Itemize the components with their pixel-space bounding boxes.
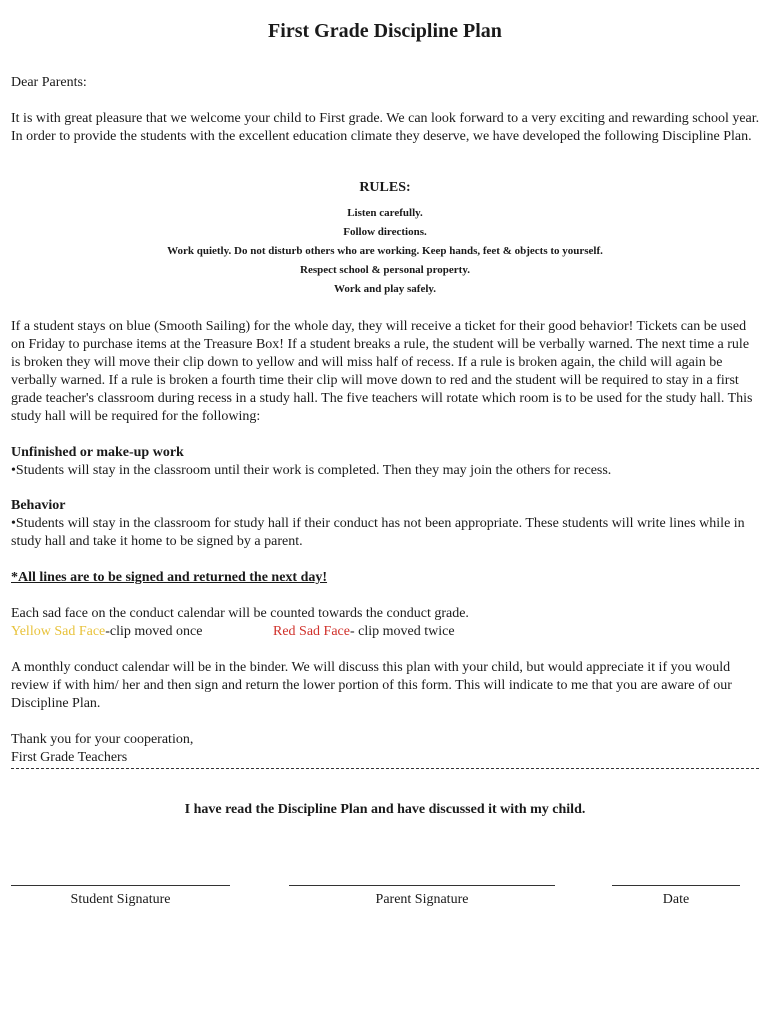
parent-signature-label: Parent Signature xyxy=(375,892,469,907)
salutation: Dear Parents: xyxy=(11,75,87,90)
closing-line: Thank you for your cooperation, xyxy=(11,732,194,747)
sad-face-legend xyxy=(11,623,761,641)
red-sad-face-text: - clip moved twice xyxy=(349,624,455,639)
yellow-sad-face-label: Yellow Sad Face xyxy=(11,624,106,639)
section-text-unfinished-work: •Students will stay in the classroom until their work is completed. Then they may join the others for recess. xyxy=(11,463,612,478)
signoff-line: First Grade Teachers xyxy=(11,750,128,765)
section-text-behavior: •Students will stay in the classroom for study hall if their conduct has not been appropriate. These students will write lines while in study hall and take it home to be signed by a parent. xyxy=(11,516,745,549)
student-signature-line[interactable] xyxy=(11,885,230,886)
monthly-calendar-paragraph: A monthly conduct calendar will be in the binder. We will discuss this plan with your child, but would appreciate it if you would review if with him/ her and then sign and return the lower portion of this form. This will indicate to me that you are aware of our Discipline Plan. xyxy=(11,660,732,711)
red-sad-face-label: Red Sad Face xyxy=(273,624,350,639)
red-sad-face-entry xyxy=(273,623,455,641)
rule-item: Respect school & personal property. xyxy=(300,264,470,276)
section-heading-unfinished-work: Unfinished or make-up work xyxy=(11,445,184,460)
parent-signature-line[interactable] xyxy=(289,885,555,886)
rules-heading: RULES: xyxy=(359,180,411,195)
page-title: First Grade Discipline Plan xyxy=(268,20,502,42)
rules-list xyxy=(0,204,770,299)
policy-paragraph: If a student stays on blue (Smooth Sailing) for the whole day, they will receive a ticket for their good behavior! Tickets can be used on Friday to purchase items at the Treasure Box! If a student breaks a rule, the student will be verbally warned. The next time a rule is broken they will move their clip down to yellow and will miss half of recess. If a rule is broken again, the child will again be verbally warned. If a rule is broken a fourth time their clip will move down to red and the student will be required to stay in a first grade teacher's classroom during recess in a study hall. The five teachers will rotate which room is to be used for the study hall. This study hall will be required for the following: xyxy=(11,319,753,424)
student-signature-label: Student Signature xyxy=(70,892,171,907)
rule-item: Follow directions. xyxy=(343,226,427,238)
date-label: Date xyxy=(662,892,690,907)
rule-item: Listen carefully. xyxy=(347,207,423,219)
tear-off-divider xyxy=(11,768,759,769)
section-heading-behavior: Behavior xyxy=(11,498,66,513)
rule-item: Work and play safely. xyxy=(333,283,437,295)
intro-paragraph: It is with great pleasure that we welcome your child to First grade. We can look forward to a very exciting and rewarding school year. In order to provide the students with the excellent education climate they deserve, we have developed the following Discipline Plan. xyxy=(11,111,760,144)
rule-item: Work quietly. Do not disturb others who are working. Keep hands, feet & objects to yourself. xyxy=(167,245,603,257)
acknowledgement-statement: I have read the Discipline Plan and have discussed it with my child. xyxy=(184,802,586,817)
conduct-note: Each sad face on the conduct calendar will be counted towards the conduct grade. xyxy=(11,606,469,621)
lines-notice: *All lines are to be signed and returned the next day! xyxy=(11,570,328,585)
date-line[interactable] xyxy=(612,885,740,886)
yellow-sad-face-text: -clip moved once xyxy=(105,624,203,639)
